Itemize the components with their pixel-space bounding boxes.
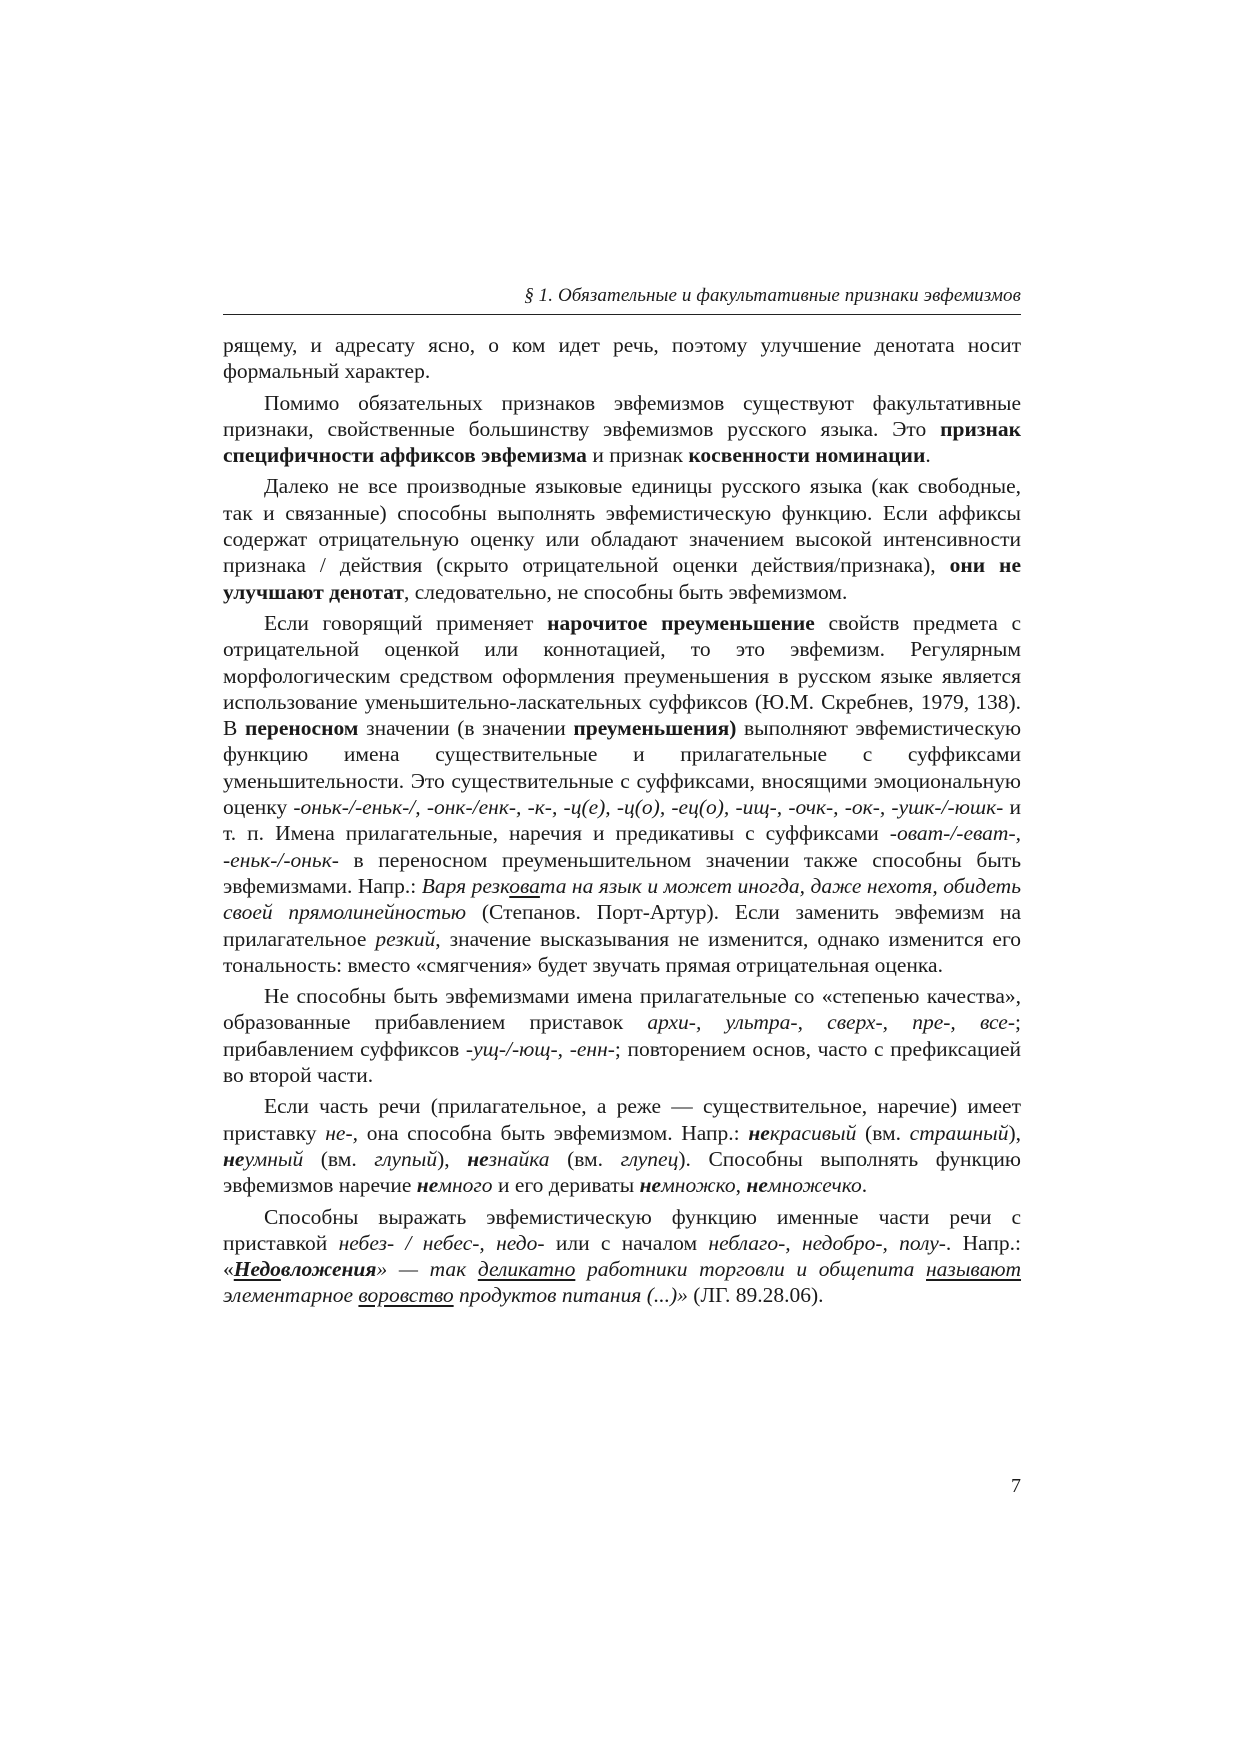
- running-head: § 1. Обязательные и факультативные признаки эвфемизмов: [524, 285, 1021, 306]
- italic-word: множко: [661, 1173, 736, 1198]
- underlined-word: называют: [926, 1257, 1022, 1282]
- italic-word: красивый: [769, 1120, 857, 1145]
- paragraph-4: Если говорящий применяет нарочитое преуменьшение свойств предмета с отрицательной оценкой или коннотацией, то это эвфемизм. Регулярным морфологическим средством оформления преуменьшения в русском языке является использование уменьшительно-ласкательных суффиксов (Ю.М. Скребнев, 1979, 138). В переносном значении (в значении преуменьшения) выполняют эвфемистическую функцию имена существительные и прилагательные с суффиксами уменьшительности. Это существительные с суффиксами, вносящими эмоциональную оценку -оньк-/-еньк-/, -онк-/енк-, -к-, -ц(е), -ц(о), -ец(о), -ищ-, -очк-, -ок-, -ушк-/-юшк- и т. п. Имена прилагательные, наречия и предикативы с суффиксами -оват-/-еват-, -еньк-/-оньк- в переносном преуменьшительном значении также способны быть эвфемизмами. Напр.: Варя резковата на язык и может иногда, даже нехотя, обидеть своей прямолинейностью (Степанов. Порт-Артур). Если заменить эвфемизм на прилагательное резкий, значение высказывания не изменится, однако изменится его тональность: вместо «смягчения» будет звучать прямая отрицательная оценка.: [223, 610, 1022, 977]
- italic-suffixes: -оват-/-еват-, -еньк-/-оньк-: [223, 821, 1021, 872]
- bold-italic-prefix: не: [639, 1173, 662, 1198]
- paragraph-3: Далеко не все производные языковые единицы русского языка (как свободные, так и связанные) способны выполнять эвфемистическую функцию. Если аффиксы содержат отрицательную оценку или обладают значением высокой интенсивности признака / действия (скрыто отрицательной оценки действия/признака), они не улучшают денотат, следовательно, не способны быть эвфемизмом.: [223, 474, 1021, 604]
- paragraph-5: Не способны быть эвфемизмами имена прилагательные со «степенью качества», образованные прибавлением приставок архи-, ультра-, сверх-, пре-, все-; прибавлением суффиксов -ущ-/-ющ-, -енн-; повторением основ, часто с префиксацией во второй части.: [223, 984, 1022, 1088]
- italic-word: умный: [244, 1146, 304, 1171]
- italic-word: знайка: [488, 1146, 550, 1171]
- bold-term: признак специфичности аффиксов эвфемизма: [223, 416, 1021, 468]
- italic-suffixes: -оньк-/-еньк-/, -онк-/енк-, -к-, -ц(е), -ц(о), -ец(о), -ищ-, -очк-, -ок-, -ушк-/-юшк-: [293, 795, 1004, 820]
- body-text: [223, 332, 1021, 1314]
- bold-underlined-prefix: Недо: [233, 1257, 281, 1282]
- bold-term: косвенности номинации: [688, 443, 926, 468]
- italic-prefixes: небез- / небес-, недо-: [338, 1230, 545, 1255]
- bold-italic-prefix: не: [746, 1173, 768, 1198]
- bold-term: преуменьшения): [573, 716, 737, 741]
- bold-italic-prefix: не: [467, 1146, 489, 1171]
- italic-word: резкий: [375, 926, 436, 951]
- bold-term: переносном: [244, 716, 359, 741]
- underlined-suffix: ова: [509, 873, 540, 898]
- italic-word: глупец: [620, 1146, 679, 1171]
- bold-italic-prefix: не: [748, 1120, 770, 1145]
- paragraph-7: Способны выражать эвфемистическую функцию именные части речи с приставкой небез- / небес-, недо- или с началом неблаго-, недобро-, полу-. Напр.: «Недовложения» — так деликатно работники торговли и общепита называют элементарное воровство продуктов питания (...)» (ЛГ. 89.28.06).: [223, 1204, 1022, 1308]
- italic-quote: » — так деликатно работники торговли и общепита называют элементарное воровство продуктов питания (...)»: [223, 1257, 1022, 1308]
- italic-prefixes: архи-, ультра-, сверх-, пре-, все-: [647, 1010, 1016, 1035]
- italic-word: множечко: [767, 1173, 862, 1198]
- header-rule: [223, 314, 1021, 315]
- italic-word: глупый: [374, 1146, 438, 1171]
- bold-italic-prefix: не: [223, 1146, 245, 1171]
- italic-quote: Варя резковата на язык и может иногда, даже нехотя, обидеть своей прямолинейностью: [223, 873, 1021, 925]
- bold-term: нарочитое преуменьшение: [547, 610, 815, 635]
- italic-prefix: не-,: [325, 1120, 358, 1145]
- paragraph-6: Если часть речи (прилагательное, а реже — существительное, наречие) имеет приставку не-, она способна быть эвфемизмом. Напр.: некрасивый (вм. страшный), неумный (вм. глупый), незнайка (вм. глупец). Способны выполнять функцию эвфемизмов наречие немного и его дериваты немножко, немножечко.: [223, 1094, 1021, 1198]
- italic-word: страшный: [909, 1120, 1009, 1145]
- italic-prefixes: неблаго-, недобро-, полу-: [708, 1230, 946, 1255]
- bold-term: они не улучшают денотат: [223, 553, 1021, 604]
- underlined-word: деликатно: [477, 1257, 576, 1282]
- underlined-word: воровство: [358, 1283, 454, 1308]
- paragraph-2: Помимо обязательных признаков эвфемизмов существуют факультативные признаки, свойственные большинству эвфемизмов русского языка. Это признак специфичности аффиксов эвфемизма и признак косвенности номинации.: [223, 390, 1021, 468]
- document-page: [223, 0, 1021, 1755]
- page-number: 7: [1011, 1475, 1021, 1497]
- paragraph-1: рящему, и адресату ясно, о ком идет речь, поэтому улучшение денотата носит формальный характер.: [223, 333, 1021, 384]
- italic-word: много: [438, 1173, 493, 1198]
- italic-suffixes: -ущ-/-ющ-, -енн-: [465, 1036, 615, 1061]
- bold-italic-prefix: не: [416, 1173, 439, 1198]
- bold-italic-word: вложения: [280, 1257, 377, 1282]
